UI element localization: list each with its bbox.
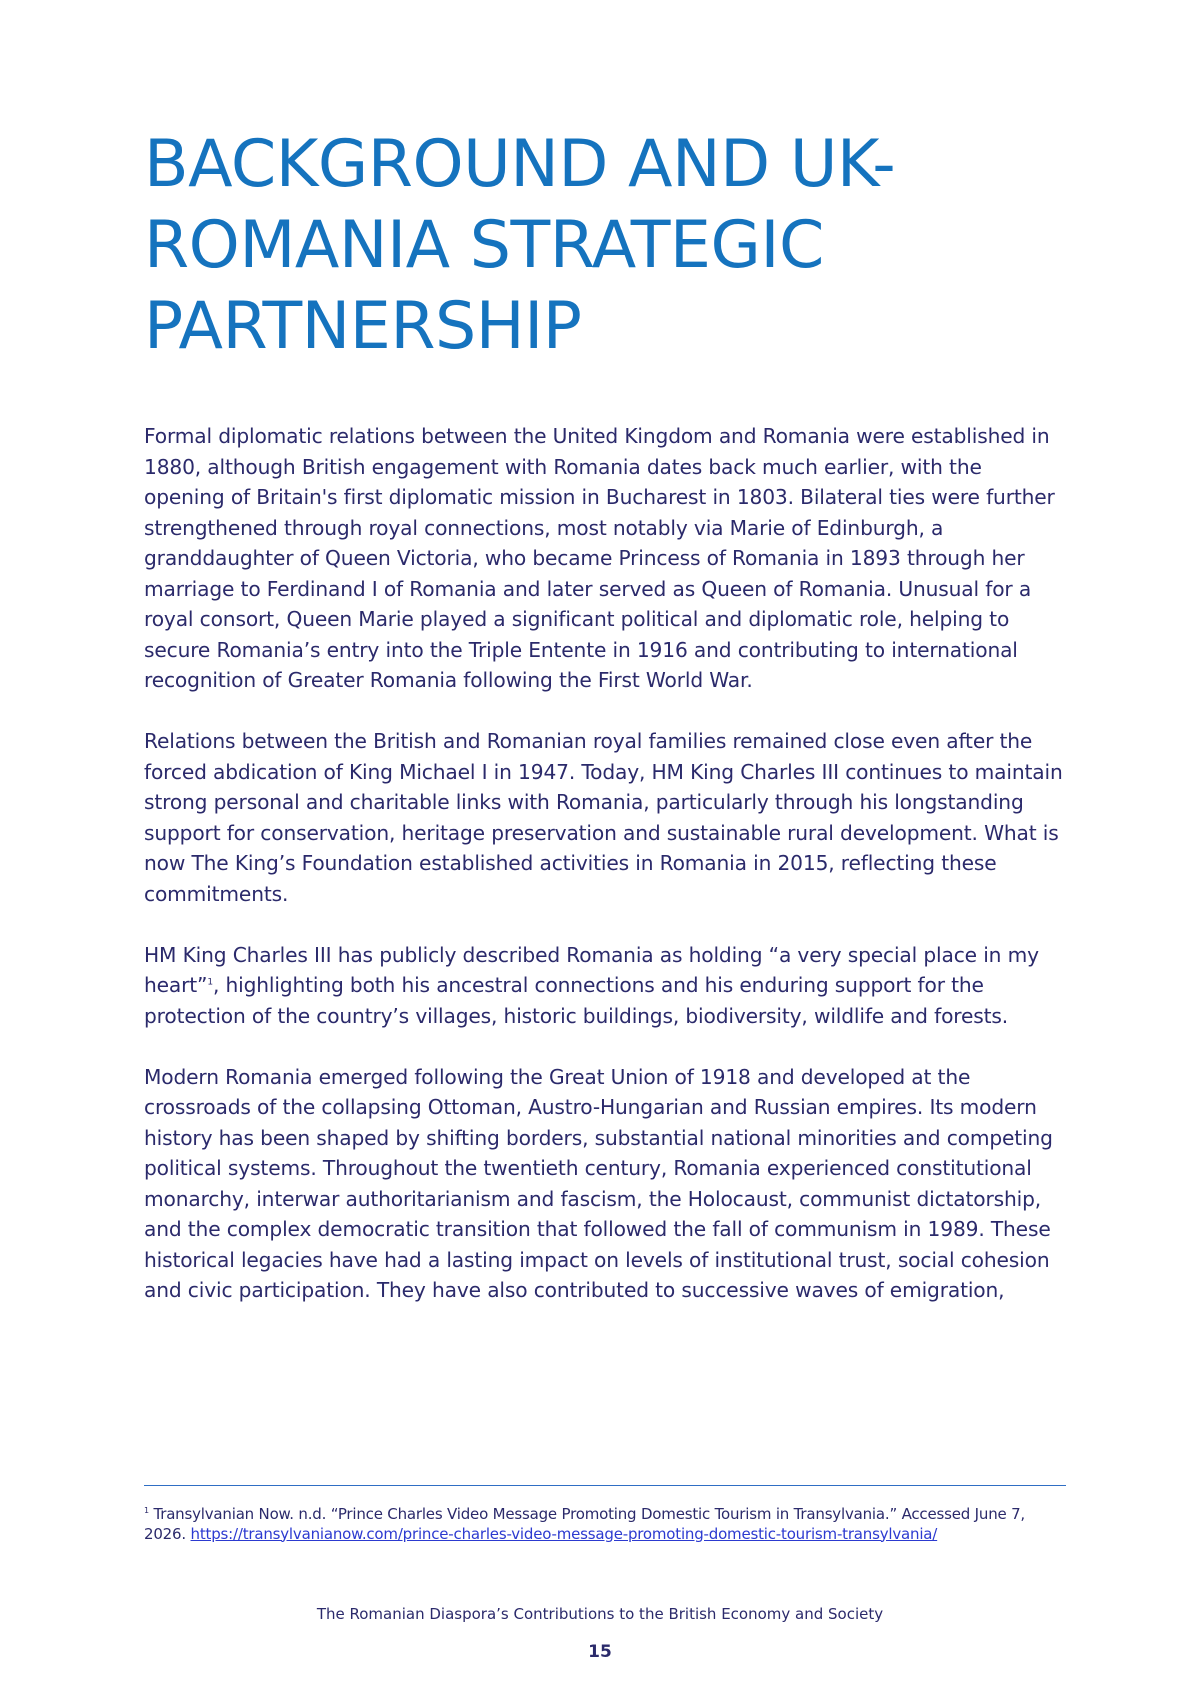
page-title-line-3: PARTNERSHIP bbox=[144, 289, 582, 364]
page-title-line-1: BACKGROUND AND UK- bbox=[144, 127, 896, 202]
footnote-reference[interactable]: 1 bbox=[207, 977, 213, 988]
paragraph-king-charles-quote bbox=[144, 940, 1064, 1032]
page-title bbox=[144, 124, 1074, 367]
paragraph-diplomatic-history: Formal diplomatic relations between the United Kingdom and Romania were established in 1880, although British engagement with Romania dates back much earlier, with the opening of Britain's first diplomatic mission in Bucharest in 1803. Bilateral ties were further strengthened through royal connections, most notably via Marie of Edinburgh, a granddaughter of Queen Victoria, who became Princess of Romania in 1893 through her marriage to Ferdinand I of Romania and later served as Queen of Romania. Unusual for a royal consort, Queen Marie played a significant political and diplomatic role, helping to secure Romania’s entry into the Triple Entente in 1916 and contributing to international recognition of Greater Romania following the First World War. bbox=[144, 424, 1055, 692]
footnote bbox=[144, 1505, 1069, 1544]
quote-continuation: , highlighting both his ancestral connections and his enduring support for the protection of the country’s villages, historic buildings, biodiversity, wildlife and forests. bbox=[144, 973, 1009, 1028]
footnote-link[interactable]: https://transylvanianow.com/prince-charles-video-message-promoting-domestic-tourism-transylvania/ bbox=[190, 1524, 938, 1543]
paragraph-modern-romania: Modern Romania emerged following the Great Union of 1918 and developed at the crossroads of the collapsing Ottoman, Austro-Hungarian and Russian empires. Its modern history has been shaped by shifting borders, substantial national minorities and competing political systems. Throughout the twentieth century, Romania experienced constitutional monarchy, interwar authoritarianism and fascism, the Holocaust, communist dictatorship, and the complex democratic transition that followed the fall of communism in 1989. These historical legacies have had a lasting impact on levels of institutional trust, social cohesion and civic participation. They have also contributed to successive waves of emigration, bbox=[144, 1064, 1053, 1302]
page-title-line-2: ROMANIA STRATEGIC bbox=[144, 208, 824, 283]
footnote-divider bbox=[144, 1485, 1066, 1486]
page-number: 15 bbox=[588, 1642, 612, 1662]
paragraph-royal-relations: Relations between the British and Romanian royal families remained close even after the forced abdication of King Michael I in 1947. Today, HM King Charles III continues to maintain strong personal and charitable links with Romania, particularly through his longstanding support for conservation, heritage preservation and sustainable rural development. What is now The King’s Foundation established activities in Romania in 2015, reflecting these commitments. bbox=[144, 729, 1063, 906]
footnote-text: Transylvanian Now. n.d. “Prince Charles Video Message Promoting Domestic Tourism in Transylvania.” Accessed June 7, 2026. bbox=[144, 1505, 1026, 1543]
quote-text: HM King Charles III has publicly described Romania as holding “a very special place in my heart” bbox=[144, 942, 1039, 997]
footnote-marker: 1 bbox=[144, 1506, 149, 1515]
running-footer: The Romanian Diaspora’s Contributions to the British Economy and Society bbox=[316, 1605, 884, 1623]
body-text bbox=[144, 421, 1064, 1336]
